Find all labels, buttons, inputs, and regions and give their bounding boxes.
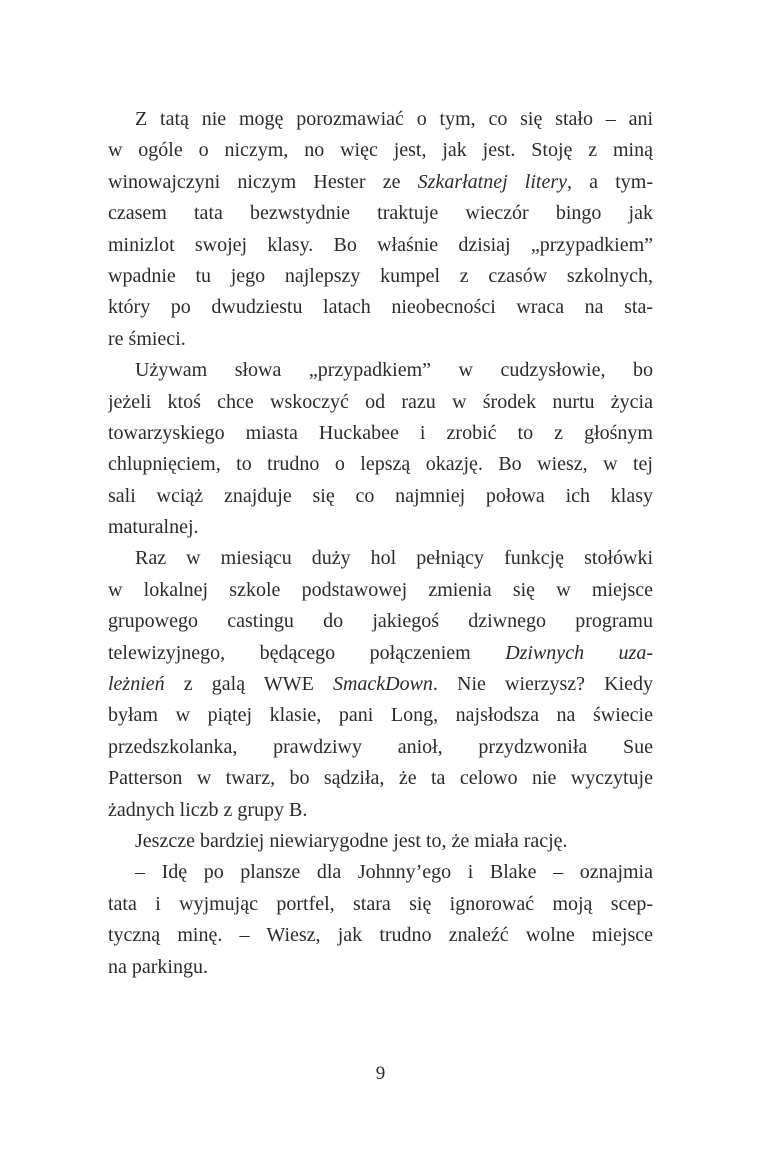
text-line xyxy=(108,449,653,480)
text-run: żadnych liczb z grupy B. xyxy=(108,798,308,821)
text-line xyxy=(108,292,653,323)
text-run: sali wciąż znajduje się co najmniej połowa ich klasy xyxy=(108,484,653,507)
text-line xyxy=(108,669,653,700)
text-line xyxy=(108,920,653,951)
text-run: chlupnięciem, to trudno o lepszą okazję. Bo wiesz, w tej xyxy=(108,453,653,476)
text-line xyxy=(108,418,653,449)
text-line xyxy=(108,230,653,261)
text-run: re śmieci. xyxy=(108,327,186,350)
text-line xyxy=(108,135,653,166)
italic-text-run: leżnień xyxy=(108,673,165,696)
text-run: czasem tata bezwstydnie traktuje wieczór bingo jak xyxy=(108,202,653,225)
text-line xyxy=(108,826,653,857)
text-run: w lokalnej szkole podstawowej zmienia się w miejsce xyxy=(108,578,653,601)
text-run: Z tatą nie mogę porozmawiać o tym, co się stało – ani xyxy=(135,108,653,130)
text-line xyxy=(108,763,653,794)
text-line xyxy=(108,543,653,574)
text-run: wpadnie tu jego najlepszy kumpel z czasów szkolnych, xyxy=(108,264,653,287)
text-run: winowajczyni niczym Hester ze xyxy=(108,170,418,193)
page-text xyxy=(108,104,653,983)
text-run: telewizyjnego, będącego połączeniem xyxy=(108,641,506,664)
text-run: – Idę po plansze dla Johnny’ego i Blake – oznajmia xyxy=(135,861,653,884)
text-line xyxy=(108,732,653,763)
text-run: Jeszcze bardziej niewiarygodne jest to, że miała rację. xyxy=(135,829,568,852)
text-run: tyczną minę. – Wiesz, jak trudno znaleźć wolne miejsce xyxy=(108,924,653,947)
text-line xyxy=(108,795,653,826)
text-run: . Nie wierzysz? Kiedy xyxy=(432,673,653,696)
text-line xyxy=(108,324,653,355)
text-line xyxy=(108,167,653,198)
page-number: 9 xyxy=(375,1063,386,1084)
text-line xyxy=(108,387,653,418)
text-run: jeżeli ktoś chce wskoczyć od razu w środek nurtu życia xyxy=(108,390,653,413)
text-line xyxy=(108,606,653,637)
text-line xyxy=(108,575,653,606)
text-run: z galą WWE xyxy=(164,673,333,696)
text-run: minizlot swojej klasy. Bo właśnie dzisiaj „przypadkiem” xyxy=(108,233,653,256)
text-line xyxy=(108,952,653,983)
text-run: towarzyskiego miasta Huckabee i zrobić to z głośnym xyxy=(108,421,653,444)
text-run: który po dwudziestu latach nieobecności wraca na sta- xyxy=(108,296,653,319)
text-run: , a tym- xyxy=(567,170,653,193)
text-run: Patterson w twarz, bo sądziła, że ta celowo nie wyczytuje xyxy=(108,767,653,790)
text-run: maturalnej. xyxy=(108,516,199,539)
text-run: byłam w piątej klasie, pani Long, najsłodsza na świecie xyxy=(108,704,653,727)
text-line xyxy=(108,889,653,920)
italic-text-run: Szkarłatnej litery xyxy=(417,170,568,193)
italic-text-run: SmackDown xyxy=(332,673,433,696)
text-run: Używam słowa „przypadkiem” w cudzysłowie, bo xyxy=(135,359,653,382)
text-line xyxy=(108,198,653,229)
text-run: w ogóle o niczym, no więc jest, jak jest. Stoję z miną xyxy=(108,139,653,162)
text-run: Raz w miesiącu duży hol pełniący funkcję stołówki xyxy=(135,547,653,570)
text-line xyxy=(108,104,653,135)
text-line xyxy=(108,857,653,888)
text-line xyxy=(108,261,653,292)
text-line xyxy=(108,355,653,386)
text-run: grupowego castingu do jakiegoś dziwnego programu xyxy=(108,610,653,633)
text-line xyxy=(108,700,653,731)
text-run: tata i wyjmując portfel, stara się ignorować moją scep- xyxy=(108,892,653,915)
text-line xyxy=(108,512,653,543)
text-line xyxy=(108,638,653,669)
text-line xyxy=(108,481,653,512)
italic-text-run: Dziwnych uza- xyxy=(505,641,653,664)
text-run: na parkingu. xyxy=(108,955,208,978)
text-run: przedszkolanka, prawdziwy anioł, przydzwoniła Sue xyxy=(108,735,653,758)
